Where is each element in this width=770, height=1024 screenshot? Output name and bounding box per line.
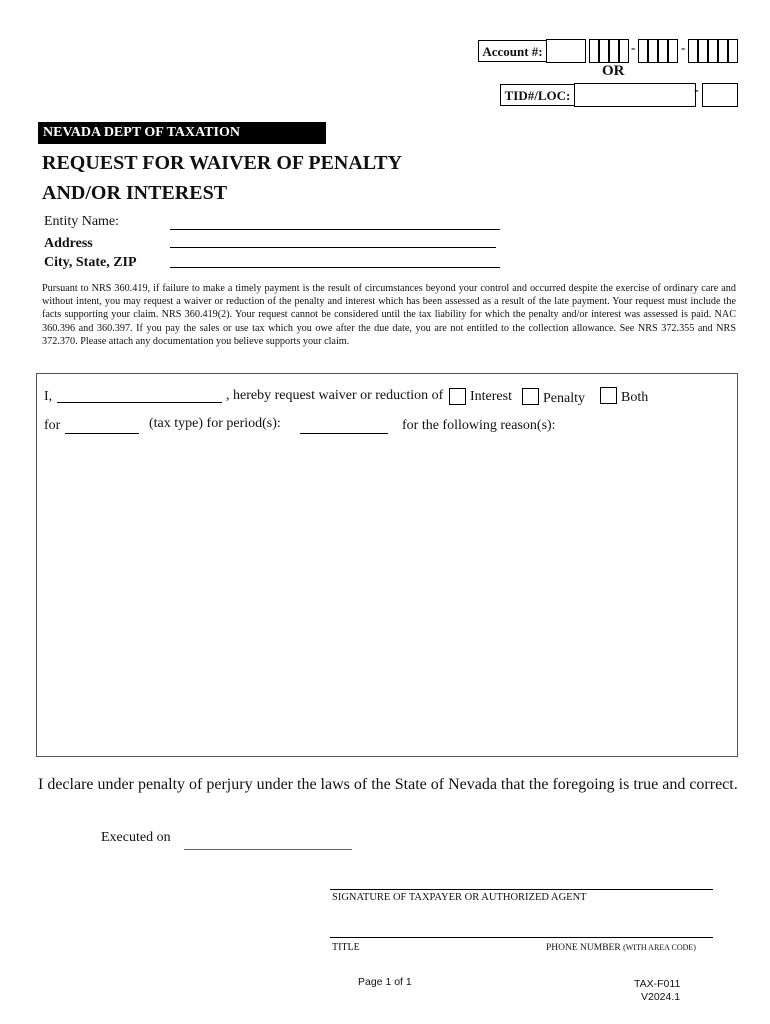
taxpayer-name-field[interactable]	[57, 402, 222, 403]
penalty-checkbox[interactable]	[522, 388, 539, 405]
tid-label: TID#/LOC:	[500, 84, 574, 106]
tid-dash: -	[694, 83, 699, 98]
form-version: V2024.1	[641, 991, 681, 1003]
title-phone-line[interactable]	[330, 937, 713, 938]
account-digit[interactable]	[648, 39, 658, 63]
phone-label-text: PHONE NUMBER	[546, 943, 621, 953]
executed-on-label: Executed on	[101, 830, 171, 845]
interest-label: Interest	[470, 389, 512, 404]
account-digit[interactable]	[619, 39, 629, 63]
executed-date-field[interactable]	[184, 849, 352, 850]
account-digit[interactable]	[688, 39, 698, 63]
account-digit[interactable]	[698, 39, 708, 63]
tax-type-text: (tax type) for period(s):	[149, 416, 281, 431]
form-title-line2: AND/OR INTEREST	[42, 182, 228, 204]
signature-line[interactable]	[330, 889, 713, 890]
account-dash: -	[681, 40, 686, 55]
phone-label	[546, 943, 696, 953]
perjury-declaration: I declare under penalty of perjury under the laws of the State of Nevada that the foregoing is true and correct.	[38, 776, 738, 793]
account-label: Account #:	[478, 40, 546, 62]
signature-label: SIGNATURE OF TAXPAYER OR AUTHORIZED AGENT	[332, 892, 587, 903]
account-digit[interactable]	[668, 39, 678, 63]
request-hereby-text: , hereby request waiver or reduction of	[226, 388, 444, 403]
interest-checkbox[interactable]	[449, 388, 466, 405]
reasons-text-area[interactable]	[44, 442, 730, 748]
loc-field[interactable]	[702, 83, 738, 107]
both-label: Both	[621, 390, 649, 405]
form-id: TAX-F011	[634, 978, 681, 990]
request-i-label: I,	[44, 389, 53, 404]
both-checkbox[interactable]	[600, 387, 617, 404]
city-state-zip-field[interactable]	[170, 267, 500, 268]
account-digit[interactable]	[638, 39, 648, 63]
city-state-zip-label: City, State, ZIP	[44, 255, 137, 270]
period-field[interactable]	[300, 433, 388, 434]
account-digit[interactable]	[599, 39, 609, 63]
account-digit[interactable]	[728, 39, 738, 63]
entity-name-field[interactable]	[170, 229, 500, 230]
reasons-text: for the following reason(s):	[402, 418, 556, 433]
account-prefix-field[interactable]	[546, 39, 586, 63]
account-digit[interactable]	[609, 39, 619, 63]
form-title-line1: REQUEST FOR WAIVER OF PENALTY	[42, 152, 403, 174]
request-for-label: for	[44, 418, 61, 433]
account-digit[interactable]	[589, 39, 599, 63]
page-number: Page 1 of 1	[358, 976, 412, 988]
phone-area-code-note: (WITH AREA CODE)	[623, 943, 696, 952]
entity-name-label: Entity Name:	[44, 214, 120, 229]
address-field[interactable]	[170, 247, 496, 248]
intro-paragraph: Pursuant to NRS 360.419, if failure to make a timely payment is the result of circumstances beyond your control and occurred despite the exercise of ordinary care and without intent, you may request a waiver or reduction of the penalty and interest which has been assessed as a result of the late payment. Your request must include the facts supporting your claim. NRS 360.419(2). Your request cannot be considered until the tax liability for which the penalty and/or interest was assessed is paid. NAC 360.396 and 360.397. If you pay the sales or use tax which you owe after the due date, you are not entitled to the collection allowance. See NRS 372.355 and NRS 372.370. Please attach any documentation you believe supports your claim.	[42, 283, 736, 347]
penalty-label: Penalty	[543, 391, 585, 406]
account-dash: -	[631, 40, 636, 55]
account-digit[interactable]	[718, 39, 728, 63]
account-digit[interactable]	[708, 39, 718, 63]
or-label: OR	[602, 63, 625, 79]
title-label: TITLE	[332, 942, 360, 953]
address-label: Address	[44, 236, 93, 251]
tid-field[interactable]	[574, 83, 696, 107]
tax-type-field[interactable]	[65, 433, 139, 434]
account-digit[interactable]	[658, 39, 668, 63]
dept-name-bar: NEVADA DEPT OF TAXATION	[38, 122, 326, 144]
